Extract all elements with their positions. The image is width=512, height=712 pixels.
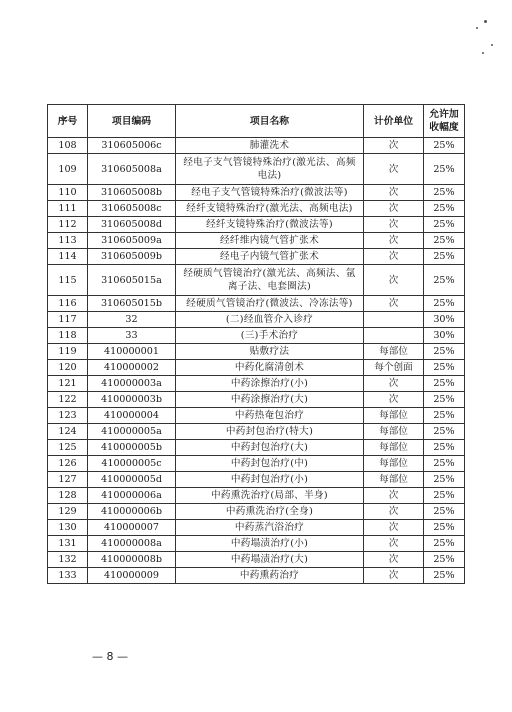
cell-rate: 25% [424,376,465,392]
cell-seq: 124 [48,424,88,440]
cell-unit: 每部位 [364,344,424,360]
table-row [48,392,465,408]
table-row [48,488,465,504]
cell-code: 410000004 [88,408,176,424]
cell-unit: 次 [364,568,424,584]
cell-unit [364,328,424,344]
cell-rate: 25% [424,536,465,552]
table-row [48,154,465,185]
cell-unit: 次 [364,296,424,312]
cell-unit: 次 [364,504,424,520]
table-row [48,185,465,201]
table-row [48,138,465,154]
cell-rate: 25% [424,504,465,520]
cell-seq: 128 [48,488,88,504]
cell-code: 310605015a [88,265,176,296]
cell-rate: 25% [424,201,465,217]
cell-seq: 111 [48,201,88,217]
table-row [48,233,465,249]
cell-seq: 125 [48,440,88,456]
cell-unit: 每个创面 [364,360,424,376]
cell-rate: 25% [424,472,465,488]
cell-unit: 次 [364,392,424,408]
cell-code: 410000001 [88,344,176,360]
cell-name: 中药封包治疗(特大) [176,424,364,440]
cell-unit: 次 [364,520,424,536]
cell-name: (三)手术治疗 [176,328,364,344]
cell-unit: 次 [364,233,424,249]
cell-seq: 130 [48,520,88,536]
cell-seq: 122 [48,392,88,408]
table-row [48,328,465,344]
cell-seq: 110 [48,185,88,201]
table-header-row [48,105,465,138]
cell-rate: 25% [424,138,465,154]
cell-name: 中药熏洗治疗(全身) [176,504,364,520]
cell-unit: 次 [364,265,424,296]
cell-seq: 132 [48,552,88,568]
fee-table [47,104,465,584]
cell-seq: 118 [48,328,88,344]
cell-name: 中药涂擦治疗(大) [176,392,364,408]
table-row [48,408,465,424]
cell-code: 410000002 [88,360,176,376]
table-row [48,265,465,296]
cell-code: 410000008b [88,552,176,568]
cell-name: 中药热奄包治疗 [176,408,364,424]
cell-rate: 25% [424,249,465,265]
table-row [48,520,465,536]
cell-seq: 108 [48,138,88,154]
cell-rate: 25% [424,154,465,185]
cell-seq: 123 [48,408,88,424]
cell-unit: 次 [364,138,424,154]
table-row [48,360,465,376]
cell-unit: 每部位 [364,440,424,456]
cell-rate: 25% [424,568,465,584]
cell-rate: 30% [424,312,465,328]
cell-name: 中药封包治疗(大) [176,440,364,456]
cell-unit: 每部位 [364,424,424,440]
cell-code: 33 [88,328,176,344]
header-seq: 序号 [48,105,88,138]
cell-name: 肺灌洗术 [176,138,364,154]
cell-code: 410000007 [88,520,176,536]
cell-name: 经电子支气管镜特殊治疗(微波法等) [176,185,364,201]
table-row [48,296,465,312]
cell-unit: 次 [364,488,424,504]
cell-name: 中药封包治疗(小) [176,472,364,488]
table-row [48,440,465,456]
cell-seq: 129 [48,504,88,520]
cell-rate: 25% [424,296,465,312]
cell-rate: 25% [424,265,465,296]
cell-code: 310605009b [88,249,176,265]
cell-seq: 117 [48,312,88,328]
cell-code: 410000005d [88,472,176,488]
cell-code: 310605008a [88,154,176,185]
cell-rate: 25% [424,233,465,249]
cell-name: 经纤支镜特殊治疗(微波法等) [176,217,364,233]
table-row [48,456,465,472]
table-row [48,201,465,217]
cell-name: 中药封包治疗(中) [176,456,364,472]
cell-code: 310605006c [88,138,176,154]
cell-seq: 133 [48,568,88,584]
cell-seq: 126 [48,456,88,472]
cell-name: 经电子支气管镜特殊治疗(激光法、高频电法) [176,154,364,185]
cell-code: 32 [88,312,176,328]
cell-seq: 121 [48,376,88,392]
cell-rate: 25% [424,552,465,568]
table-row [48,504,465,520]
table-row [48,472,465,488]
table-row [48,217,465,233]
cell-rate: 30% [424,328,465,344]
table-row [48,552,465,568]
cell-code: 310605015b [88,296,176,312]
cell-name: 中药涂擦治疗(小) [176,376,364,392]
cell-name: 经纤维内镜气管扩张术 [176,233,364,249]
cell-code: 410000008a [88,536,176,552]
cell-unit: 次 [364,185,424,201]
cell-code: 410000006b [88,504,176,520]
cell-rate: 25% [424,424,465,440]
table-row [48,424,465,440]
cell-name: 经硬质气管镜治疗(激光法、高频法、氩离子法、电套圈法) [176,265,364,296]
cell-rate: 25% [424,344,465,360]
cell-name: 贴敷疗法 [176,344,364,360]
cell-seq: 120 [48,360,88,376]
cell-code: 410000003b [88,392,176,408]
cell-name: 中药蒸汽浴治疗 [176,520,364,536]
cell-name: 经电子内镜气管扩张术 [176,249,364,265]
header-rate: 允许加收幅度 [424,105,465,138]
cell-rate: 25% [424,456,465,472]
cell-name: 中药化腐清创术 [176,360,364,376]
page-number: — 8 — [92,650,128,663]
cell-unit: 次 [364,217,424,233]
cell-unit [364,312,424,328]
cell-name: 中药塌渍治疗(小) [176,536,364,552]
cell-code: 310605008b [88,185,176,201]
scan-marks [466,18,496,58]
table-row [48,536,465,552]
cell-name: 中药熏洗治疗(局部、半身) [176,488,364,504]
cell-code: 310605008c [88,201,176,217]
cell-seq: 116 [48,296,88,312]
cell-seq: 115 [48,265,88,296]
cell-code: 410000009 [88,568,176,584]
cell-rate: 25% [424,440,465,456]
cell-rate: 25% [424,488,465,504]
cell-code: 410000006a [88,488,176,504]
table-row [48,344,465,360]
cell-code: 310605008d [88,217,176,233]
cell-seq: 131 [48,536,88,552]
cell-rate: 25% [424,217,465,233]
cell-code: 410000005c [88,456,176,472]
cell-rate: 25% [424,392,465,408]
cell-name: 中药熏药治疗 [176,568,364,584]
cell-code: 310605009a [88,233,176,249]
cell-seq: 112 [48,217,88,233]
cell-name: 经纤支镜特殊治疗(激光法、高频电法) [176,201,364,217]
cell-rate: 25% [424,185,465,201]
cell-unit: 每部位 [364,408,424,424]
cell-seq: 119 [48,344,88,360]
cell-seq: 113 [48,233,88,249]
cell-unit: 次 [364,376,424,392]
cell-unit: 次 [364,536,424,552]
header-unit: 计价单位 [364,105,424,138]
cell-unit: 每部位 [364,472,424,488]
table-row [48,249,465,265]
cell-name: (二)经血管介入诊疗 [176,312,364,328]
cell-name: 中药塌渍治疗(大) [176,552,364,568]
header-code: 项目编码 [88,105,176,138]
cell-seq: 127 [48,472,88,488]
cell-unit: 次 [364,249,424,265]
header-name: 项目名称 [176,105,364,138]
cell-seq: 109 [48,154,88,185]
cell-unit: 次 [364,154,424,185]
cell-code: 410000005b [88,440,176,456]
cell-rate: 25% [424,408,465,424]
cell-name: 经硬质气管镜治疗(微波法、冷冻法等) [176,296,364,312]
cell-unit: 每部位 [364,456,424,472]
cell-seq: 114 [48,249,88,265]
cell-rate: 25% [424,360,465,376]
cell-rate: 25% [424,520,465,536]
table-row [48,568,465,584]
table-row [48,376,465,392]
cell-code: 410000003a [88,376,176,392]
cell-unit: 次 [364,552,424,568]
table-row [48,312,465,328]
cell-code: 410000005a [88,424,176,440]
cell-unit: 次 [364,201,424,217]
